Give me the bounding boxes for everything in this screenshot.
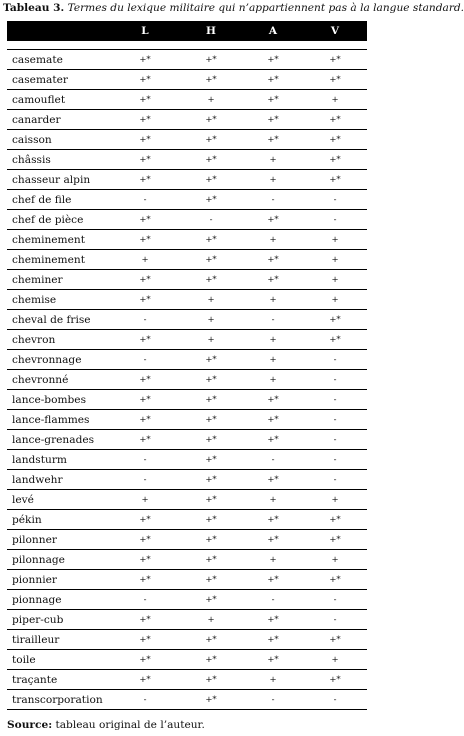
header-v: V — [303, 21, 367, 41]
value-cell-h: +* — [179, 630, 243, 650]
term-cell: lance-grenades — [7, 430, 111, 450]
value-cell-a: + — [243, 170, 303, 190]
table-row — [7, 170, 367, 190]
value-cell-h: + — [179, 90, 243, 110]
term-cell: chevron — [7, 330, 111, 350]
value-cell-h: +* — [179, 410, 243, 430]
value-cell-a: + — [243, 550, 303, 570]
table-row — [7, 110, 367, 130]
value-cell-v: + — [303, 230, 367, 250]
term-cell: landsturm — [7, 450, 111, 470]
value-cell-l: +* — [111, 130, 179, 150]
value-cell-l: +* — [111, 110, 179, 130]
value-cell-v: - — [303, 430, 367, 450]
value-cell-h: +* — [179, 110, 243, 130]
value-cell-h: +* — [179, 250, 243, 270]
term-cell: cheminement — [7, 230, 111, 250]
value-cell-l: +* — [111, 330, 179, 350]
table-row — [7, 310, 367, 330]
value-cell-v: - — [303, 610, 367, 630]
value-cell-v: +* — [303, 70, 367, 90]
term-cell: cheminement — [7, 250, 111, 270]
table-row — [7, 410, 367, 430]
value-cell-v: - — [303, 470, 367, 490]
value-cell-l: +* — [111, 550, 179, 570]
value-cell-l: - — [111, 350, 179, 370]
value-cell-h: + — [179, 310, 243, 330]
value-cell-l: +* — [111, 570, 179, 590]
value-cell-a: +* — [243, 130, 303, 150]
value-cell-a: +* — [243, 50, 303, 70]
value-cell-l: +* — [111, 630, 179, 650]
term-cell: casemater — [7, 70, 111, 90]
table-row — [7, 290, 367, 310]
value-cell-v: + — [303, 650, 367, 670]
term-cell: casemate — [7, 50, 111, 70]
value-cell-h: +* — [179, 370, 243, 390]
value-cell-h: +* — [179, 530, 243, 550]
value-cell-a: - — [243, 310, 303, 330]
table-row — [7, 510, 367, 530]
source-text: tableau original de l’auteur. — [55, 719, 205, 731]
value-cell-l: +* — [111, 90, 179, 110]
value-cell-v: + — [303, 550, 367, 570]
table-row — [7, 230, 367, 250]
value-cell-a: - — [243, 590, 303, 610]
term-cell: pékin — [7, 510, 111, 530]
value-cell-h: +* — [179, 690, 243, 710]
value-cell-l: +* — [111, 390, 179, 410]
table-row — [7, 250, 367, 270]
value-cell-a: +* — [243, 110, 303, 130]
value-cell-l: +* — [111, 50, 179, 70]
value-cell-h: +* — [179, 130, 243, 150]
table-row — [7, 190, 367, 210]
term-cell: chasseur alpin — [7, 170, 111, 190]
value-cell-v: +* — [303, 510, 367, 530]
lexicon-table — [7, 21, 367, 710]
table-row — [7, 670, 367, 690]
value-cell-h: +* — [179, 70, 243, 90]
value-cell-l: +* — [111, 210, 179, 230]
value-cell-a: +* — [243, 570, 303, 590]
value-cell-a: + — [243, 150, 303, 170]
value-cell-a: +* — [243, 90, 303, 110]
value-cell-l: +* — [111, 230, 179, 250]
value-cell-a: + — [243, 670, 303, 690]
value-cell-l: +* — [111, 150, 179, 170]
value-cell-h: + — [179, 610, 243, 630]
value-cell-v: +* — [303, 150, 367, 170]
value-cell-v: +* — [303, 50, 367, 70]
table-row — [7, 630, 367, 650]
value-cell-a: + — [243, 230, 303, 250]
value-cell-v: - — [303, 350, 367, 370]
value-cell-v: + — [303, 290, 367, 310]
value-cell-h: +* — [179, 170, 243, 190]
table-row — [7, 650, 367, 670]
term-cell: landwehr — [7, 470, 111, 490]
value-cell-l: - — [111, 450, 179, 470]
value-cell-a: +* — [243, 430, 303, 450]
caption-label: Tableau 3. — [3, 2, 65, 14]
value-cell-v: +* — [303, 170, 367, 190]
table-row — [7, 90, 367, 110]
value-cell-h: +* — [179, 470, 243, 490]
term-cell: toile — [7, 650, 111, 670]
value-cell-l: - — [111, 470, 179, 490]
term-cell: chef de file — [7, 190, 111, 210]
value-cell-l: +* — [111, 530, 179, 550]
header-term — [7, 21, 111, 41]
value-cell-h: +* — [179, 430, 243, 450]
value-cell-l: + — [111, 250, 179, 270]
value-cell-l: +* — [111, 370, 179, 390]
value-cell-a: + — [243, 350, 303, 370]
table-row — [7, 470, 367, 490]
value-cell-a: - — [243, 190, 303, 210]
value-cell-l: +* — [111, 170, 179, 190]
value-cell-v: +* — [303, 630, 367, 650]
term-cell: lance-bombes — [7, 390, 111, 410]
value-cell-h: +* — [179, 650, 243, 670]
value-cell-a: +* — [243, 390, 303, 410]
value-cell-v: + — [303, 90, 367, 110]
table-row — [7, 370, 367, 390]
value-cell-l: +* — [111, 510, 179, 530]
value-cell-h: + — [179, 290, 243, 310]
value-cell-l: +* — [111, 70, 179, 90]
table-row — [7, 150, 367, 170]
value-cell-a: + — [243, 330, 303, 350]
table-row — [7, 550, 367, 570]
value-cell-h: +* — [179, 350, 243, 370]
table-row — [7, 130, 367, 150]
value-cell-a: +* — [243, 250, 303, 270]
value-cell-l: - — [111, 690, 179, 710]
table-row — [7, 570, 367, 590]
term-cell: cheval de frise — [7, 310, 111, 330]
term-cell: lance-flammes — [7, 410, 111, 430]
term-cell: chef de pièce — [7, 210, 111, 230]
spacer-row — [7, 41, 367, 50]
term-cell: châssis — [7, 150, 111, 170]
table-row — [7, 210, 367, 230]
term-cell: caisson — [7, 130, 111, 150]
value-cell-h: +* — [179, 670, 243, 690]
table-row — [7, 450, 367, 470]
value-cell-a: +* — [243, 530, 303, 550]
term-cell: levé — [7, 490, 111, 510]
value-cell-h: +* — [179, 150, 243, 170]
value-cell-a: + — [243, 290, 303, 310]
value-cell-a: +* — [243, 630, 303, 650]
value-cell-h: + — [179, 330, 243, 350]
value-cell-a: + — [243, 490, 303, 510]
term-cell: pionnier — [7, 570, 111, 590]
term-cell: camouflet — [7, 90, 111, 110]
value-cell-v: - — [303, 690, 367, 710]
value-cell-v: - — [303, 370, 367, 390]
term-cell: cheminer — [7, 270, 111, 290]
value-cell-l: +* — [111, 290, 179, 310]
table-caption — [3, 1, 464, 15]
header-h: H — [179, 21, 243, 41]
value-cell-v: - — [303, 410, 367, 430]
value-cell-l: +* — [111, 650, 179, 670]
value-cell-a: - — [243, 690, 303, 710]
value-cell-v: +* — [303, 530, 367, 550]
value-cell-v: + — [303, 490, 367, 510]
value-cell-v: +* — [303, 110, 367, 130]
value-cell-h: +* — [179, 230, 243, 250]
table-row — [7, 270, 367, 290]
value-cell-h: +* — [179, 390, 243, 410]
table-row — [7, 590, 367, 610]
value-cell-a: +* — [243, 610, 303, 630]
table-row — [7, 70, 367, 90]
value-cell-v: - — [303, 210, 367, 230]
table-row — [7, 350, 367, 370]
value-cell-l: - — [111, 310, 179, 330]
value-cell-l: - — [111, 190, 179, 210]
table-row — [7, 610, 367, 630]
value-cell-a: +* — [243, 470, 303, 490]
term-cell: tirailleur — [7, 630, 111, 650]
table-row — [7, 330, 367, 350]
table-row — [7, 530, 367, 550]
caption-text: Termes du lexique militaire qui n’appartiennent pas à la langue standard. — [67, 2, 464, 14]
value-cell-v: - — [303, 450, 367, 470]
table-row — [7, 690, 367, 710]
value-cell-l: +* — [111, 430, 179, 450]
term-cell: pilonner — [7, 530, 111, 550]
header-a: A — [243, 21, 303, 41]
value-cell-l: - — [111, 590, 179, 610]
value-cell-v: + — [303, 250, 367, 270]
value-cell-a: +* — [243, 650, 303, 670]
value-cell-v: +* — [303, 570, 367, 590]
value-cell-h: +* — [179, 570, 243, 590]
value-cell-a: +* — [243, 270, 303, 290]
value-cell-h: +* — [179, 50, 243, 70]
term-cell: pionnage — [7, 590, 111, 610]
value-cell-l: +* — [111, 270, 179, 290]
value-cell-v: +* — [303, 130, 367, 150]
value-cell-v: - — [303, 390, 367, 410]
term-cell: piper-cub — [7, 610, 111, 630]
value-cell-l: +* — [111, 670, 179, 690]
value-cell-a: +* — [243, 70, 303, 90]
value-cell-v: +* — [303, 310, 367, 330]
term-cell: pilonnage — [7, 550, 111, 570]
source-note — [7, 718, 205, 732]
value-cell-a: + — [243, 370, 303, 390]
term-cell: transcorporation — [7, 690, 111, 710]
value-cell-v: +* — [303, 330, 367, 350]
source-label: Source: — [7, 719, 53, 731]
value-cell-a: +* — [243, 510, 303, 530]
table-row — [7, 490, 367, 510]
value-cell-h: +* — [179, 490, 243, 510]
value-cell-l: +* — [111, 610, 179, 630]
header-row — [7, 21, 367, 41]
value-cell-l: + — [111, 490, 179, 510]
term-cell: chemise — [7, 290, 111, 310]
value-cell-v: + — [303, 270, 367, 290]
value-cell-h: +* — [179, 270, 243, 290]
value-cell-v: - — [303, 190, 367, 210]
value-cell-h: +* — [179, 550, 243, 570]
table-row — [7, 430, 367, 450]
value-cell-h: +* — [179, 190, 243, 210]
value-cell-a: +* — [243, 410, 303, 430]
table-row — [7, 390, 367, 410]
value-cell-h: +* — [179, 590, 243, 610]
value-cell-h: - — [179, 210, 243, 230]
value-cell-v: +* — [303, 670, 367, 690]
value-cell-v: - — [303, 590, 367, 610]
value-cell-a: +* — [243, 210, 303, 230]
value-cell-h: +* — [179, 450, 243, 470]
value-cell-l: +* — [111, 410, 179, 430]
value-cell-h: +* — [179, 510, 243, 530]
header-l: L — [111, 21, 179, 41]
term-cell: chevronné — [7, 370, 111, 390]
term-cell: chevronnage — [7, 350, 111, 370]
term-cell: canarder — [7, 110, 111, 130]
value-cell-a: - — [243, 450, 303, 470]
table-row — [7, 50, 367, 70]
term-cell: traçante — [7, 670, 111, 690]
